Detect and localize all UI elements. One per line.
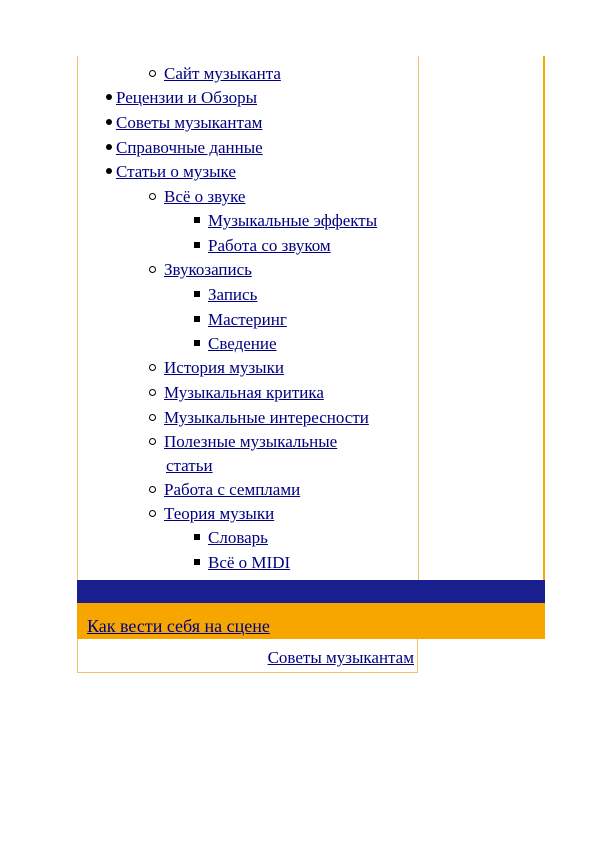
circle-bullet-icon: [149, 389, 156, 396]
list-item-reviews: [106, 88, 257, 108]
right-divider: [543, 56, 545, 580]
square-bullet-icon: [194, 242, 200, 248]
square-bullet-icon: [194, 559, 200, 565]
list-item-sound-recording: [149, 260, 252, 280]
list-item-articles: [106, 162, 236, 182]
circle-bullet-icon: [149, 364, 156, 371]
article-title-link[interactable]: Как вести себя на сцене: [87, 616, 270, 636]
link-advice[interactable]: Советы музыкантам: [116, 113, 263, 132]
category-link[interactable]: Советы музыкантам: [267, 648, 414, 667]
link-articles[interactable]: Статьи о музыке: [116, 162, 236, 181]
link-mastering[interactable]: Мастеринг: [208, 310, 287, 329]
link-sound-recording[interactable]: Звукозапись: [164, 260, 252, 279]
list-item-useful-articles: [149, 432, 337, 452]
circle-bullet-icon: [149, 438, 156, 445]
circle-bullet-icon: [149, 414, 156, 421]
circle-bullet-icon: [149, 193, 156, 200]
link-music-theory[interactable]: Теория музыки: [164, 504, 275, 523]
disc-bullet-icon: [106, 144, 112, 150]
list-item-working-with-sound: [194, 236, 331, 256]
link-useful-articles-line2[interactable]: статьи: [166, 456, 213, 475]
link-music-history[interactable]: История музыки: [164, 358, 284, 377]
link-all-about-midi[interactable]: Всё о MIDI: [208, 553, 291, 572]
list-item-mixing: [194, 334, 277, 354]
link-working-with-sound[interactable]: Работа со звуком: [208, 236, 331, 255]
square-bullet-icon: [194, 316, 200, 322]
link-samples[interactable]: Работа с семплами: [164, 480, 301, 499]
list-item-music-theory: [149, 504, 274, 524]
list-item-recording: [194, 285, 257, 305]
link-musical-effects[interactable]: Музыкальные эффекты: [208, 211, 378, 230]
link-useful-articles[interactable]: Полезные музыкальные: [164, 432, 338, 451]
link-recording[interactable]: Запись: [208, 285, 258, 304]
link-all-about-sound[interactable]: Всё о звуке: [164, 187, 246, 206]
disc-bullet-icon: [106, 94, 112, 100]
link-music-criticism[interactable]: Музыкальная критика: [164, 383, 324, 402]
list-item-all-about-midi: [194, 553, 290, 573]
link-reference[interactable]: Справочные данные: [116, 138, 263, 157]
list-item-samples: [149, 480, 300, 500]
link-dictionary[interactable]: Словарь: [208, 528, 268, 547]
circle-bullet-icon: [149, 70, 156, 77]
list-item-dictionary: [194, 528, 268, 548]
disc-bullet-icon: [106, 119, 112, 125]
circle-bullet-icon: [149, 510, 156, 517]
list-item-music-history: [149, 358, 284, 378]
list-item-all-about-sound: [149, 187, 245, 207]
square-bullet-icon: [194, 534, 200, 540]
circle-bullet-icon: [149, 486, 156, 493]
list-item-music-criticism: [149, 383, 324, 403]
link-musician-site[interactable]: Сайт музыканта: [164, 64, 281, 83]
category-footer: [77, 639, 418, 673]
link-reviews[interactable]: Рецензии и Обзоры: [116, 88, 257, 107]
disc-bullet-icon: [106, 168, 112, 174]
circle-bullet-icon: [149, 266, 156, 273]
list-item-music-curiosities: [149, 408, 369, 428]
square-bullet-icon: [194, 340, 200, 346]
square-bullet-icon: [194, 217, 200, 223]
list-item-useful-articles-continuation: [166, 456, 213, 476]
header-bar: [77, 580, 545, 603]
square-bullet-icon: [194, 291, 200, 297]
link-mixing[interactable]: Сведение: [208, 334, 277, 353]
list-item-musical-effects: [194, 211, 377, 231]
link-music-curiosities[interactable]: Музыкальные интересности: [164, 408, 369, 427]
list-item-reference: [106, 138, 263, 158]
list-item-musician-site: [149, 64, 281, 84]
article-title-bar: [77, 603, 545, 639]
list-item-advice: [106, 113, 262, 133]
list-item-mastering: [194, 310, 287, 330]
